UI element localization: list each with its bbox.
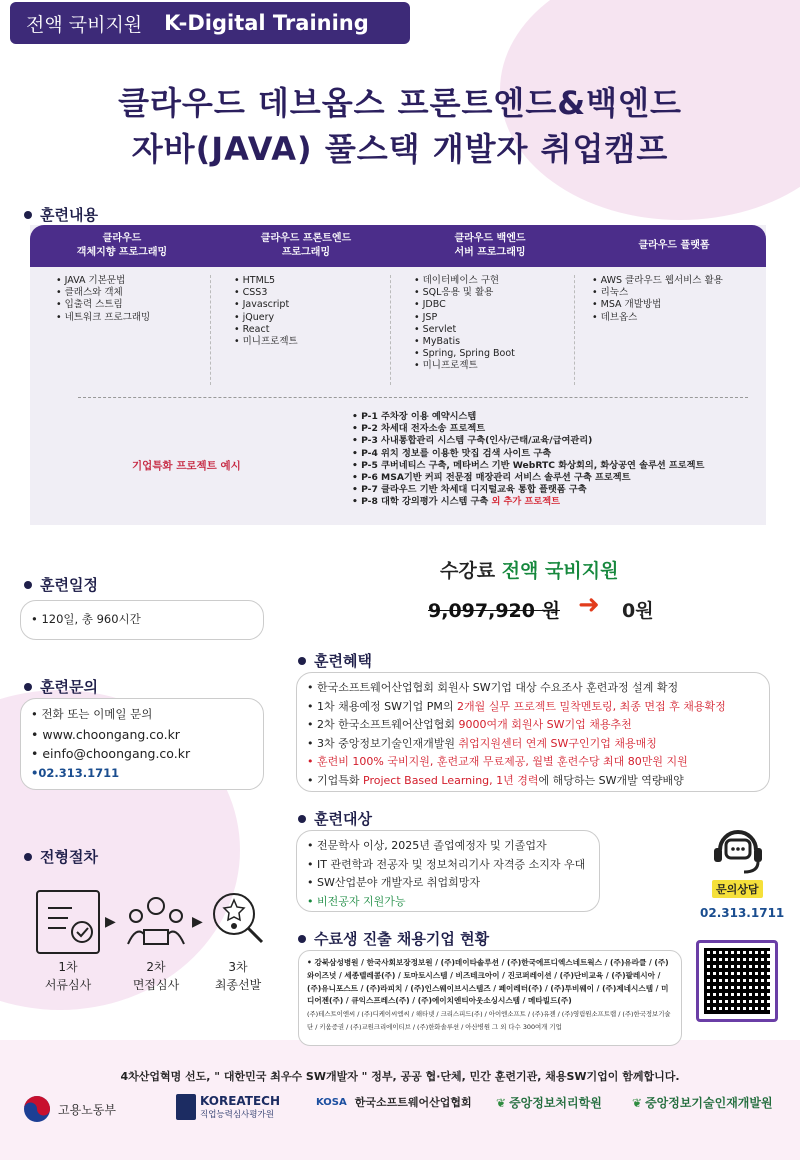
step-arrow-icon: ▶ bbox=[192, 914, 203, 930]
logo-institute: ❦ 중앙정보기술인재개발원 bbox=[632, 1095, 773, 1110]
final-selection-icon bbox=[206, 888, 270, 952]
selection-heading: 전형절차 bbox=[24, 846, 98, 867]
footer-note: 4차산업혁명 선도, " 대한민국 최우수 SW개발자 " 정부, 공공 협·단체, 민간 훈련기관, 채용SW기업이 함께합니다. bbox=[120, 1070, 680, 1083]
consult-label: 문의상담 bbox=[712, 880, 763, 898]
inquiry-heading: 훈련문의 bbox=[24, 676, 98, 697]
curriculum-panel bbox=[30, 225, 766, 525]
leaf-icon: ❦ bbox=[632, 1095, 643, 1110]
inquiry-phone[interactable]: •02.313.1711 bbox=[31, 765, 120, 780]
project-label: 기업특화 프로젝트 예시 bbox=[132, 460, 241, 472]
header-badge bbox=[10, 2, 410, 44]
curriculum-col-4: • AWS 클라우드 웹서비스 활용 • 리눅스 • MSA 개발방법 • 데브옵스 bbox=[592, 275, 723, 324]
step-3: 3차 최종선발 bbox=[214, 960, 262, 992]
logo-moel: 고용노동부 bbox=[22, 1094, 116, 1124]
badge-right: K-Digital Training bbox=[164, 11, 369, 35]
benefits-box: • 한국소프트웨어산업협회 회원사 SW기업 대상 수요조사 훈련과정 설계 확정 • 1차 채용예정 SW기업 PM의 2개월 실무 프로젝트 밀착멘토링, 최종 면접 후 채용확정 • 2차 한국소프트웨어산업협회 9000여개 회원사 SW기업 채용추천 • 3차 중앙정보기술인재개발원 취업지원센터 연계 SW구인기업 채용매칭 • 훈련비 100% 국비지원, 훈련교재 무료제공, 월별 훈련수당 최대 80만원 지원 • 기업특화 Project Based Learning, 1년 경력에 해당하는 SW개발 역량배양 bbox=[296, 672, 770, 792]
curriculum-head-2: 클라우드 프론트엔드 프로그래밍 bbox=[260, 233, 352, 258]
schedule-box: • 120일, 총 960시간 bbox=[20, 600, 264, 640]
benefits-heading: 훈련혜택 bbox=[298, 650, 372, 671]
headset-chat-icon bbox=[706, 820, 770, 876]
fee-old: 9,097,920 원 bbox=[428, 600, 560, 622]
target-heading: 훈련대상 bbox=[298, 808, 372, 829]
inquiry-box: • 전화 또는 이메일 문의 • www.choongang.co.kr • einfo@choongang.co.kr •02.313.1711 bbox=[20, 698, 264, 790]
logo-academy: ❦ 중앙정보처리학원 bbox=[496, 1095, 602, 1110]
companies-box: • 강북삼성병원 / 한국사회보장정보원 / (주)데이타솔루션 / (주)한국에프디엑스네트웍스 / (주)유라클 / (주)와이즈넛 / 세종텔레콤(주) / 토마토시스템 / 비즈테크아이 / 진코퍼레이션 / (주)단비교육 / (주)팔레시아 / (주)유니포스트 / (주)라피치 / (주)인스웨이브시스템즈 / 페이레터(주) / (주)투비웨이 / (주)제네시스템 / 미디어젠(주) / 큐익스프레스(주) / (주)에이치엔티아웃소싱시스템 / 메타빌드(주) (주)테스트이엔씨 / (주)디케이씨엠씨 / 해타넷 / 크리스피드(주) / 아이엔소프트 / (주)유젠 / (주)영림원소프트랩 / (주)한국정보기술단 / 키움증권 / (주)교원크리에이티브 / (주)한화솔루션 / 아산병원 그 외 다수 300여개 기업 bbox=[298, 950, 682, 1046]
schedule-heading: 훈련일정 bbox=[24, 574, 98, 595]
fee-new: 0원 bbox=[622, 600, 654, 622]
consult-phone[interactable]: 02.313.1711 bbox=[700, 906, 785, 920]
arrow-right-icon: ➜ bbox=[578, 590, 600, 620]
interview-icon bbox=[124, 890, 188, 954]
curriculum-col-2: • HTML5 • CSS3 • Javascript • jQuery • React • 미니프로젝트 bbox=[234, 275, 298, 348]
curriculum-head-4: 클라우드 플랫폼 bbox=[638, 240, 710, 251]
title-line-2: 자바(JAVA) 풀스택 개발자 취업캠프 bbox=[131, 130, 669, 168]
step-2: 2차 면접심사 bbox=[132, 960, 180, 992]
target-box: • 전문학사 이상, 2025년 졸업예정자 및 기졸업자 • IT 관련학과 전공자 및 정보처리기사 자격증 소지자 우대 • SW산업분야 개발자로 취업희망자 • 비전공자 지원가능 bbox=[296, 830, 600, 912]
curriculum-header bbox=[30, 225, 766, 267]
qr-code[interactable] bbox=[696, 940, 778, 1022]
curriculum-col-1: • JAVA 기본문법 • 클래스와 객체 • 입출력 스트림 • 네트워크 프로그래밍 bbox=[56, 275, 150, 324]
taegeuk-icon bbox=[22, 1094, 52, 1124]
curriculum-heading: 훈련내용 bbox=[24, 204, 98, 225]
title-line-1: 클라우드 데브옵스 프론트엔드&백엔드 bbox=[118, 84, 682, 122]
email-link[interactable]: • einfo@choongang.co.kr bbox=[31, 744, 253, 764]
document-check-icon bbox=[36, 890, 100, 954]
step-1: 1차 서류심사 bbox=[44, 960, 92, 992]
fee-title: 수강료 전액 국비지원 bbox=[440, 560, 619, 582]
curriculum-head-3: 클라우드 백엔드 서버 프로그래밍 bbox=[454, 233, 526, 258]
badge-left: 전액 국비지원 bbox=[26, 13, 143, 36]
step-arrow-icon: ▶ bbox=[105, 914, 116, 930]
logo-koreatech: KOREATECH 직업능력심사평가원 bbox=[176, 1094, 280, 1120]
leaf-icon: ❦ bbox=[496, 1095, 507, 1110]
logo-kosa: KOSA 한국소프트웨어산업협회 bbox=[316, 1096, 472, 1109]
companies-heading: 수료생 진출 채용기업 현황 bbox=[298, 928, 489, 949]
project-list: • P-1 주차장 이용 예약시스템 • P-2 차세대 전자소송 프로젝트 • P-3 사내통합관리 시스템 구축(인사/근태/교육/급여관리) • P-4 위치 정보를 이용한 맛집 검색 사이트 구축 • P-5 쿠버네티스 구축, 메타버스 기반 WebRTC 화상회의, 화상공연 솔루션 프로젝트 • P-6 MSA기반 커피 전문점 매장관리 서비스 솔루션 구축 프로젝트 • P-7 클라우드 기반 차세대 디지털교육 통합 플랫폼 구축 • P-8 대학 강의평가 시스템 구축 외 추가 프로젝트 bbox=[352, 411, 704, 509]
curriculum-col-3: • 데이터베이스 구현 • SQL응용 및 활용 • JDBC • JSP • Servlet • MyBatis • Spring, Spring Boot • 미니프로젝트 bbox=[414, 275, 515, 373]
website-link[interactable]: • www.choongang.co.kr bbox=[31, 725, 253, 745]
curriculum-head-1: 클라우드 객체지향 프로그래밍 bbox=[76, 233, 168, 258]
